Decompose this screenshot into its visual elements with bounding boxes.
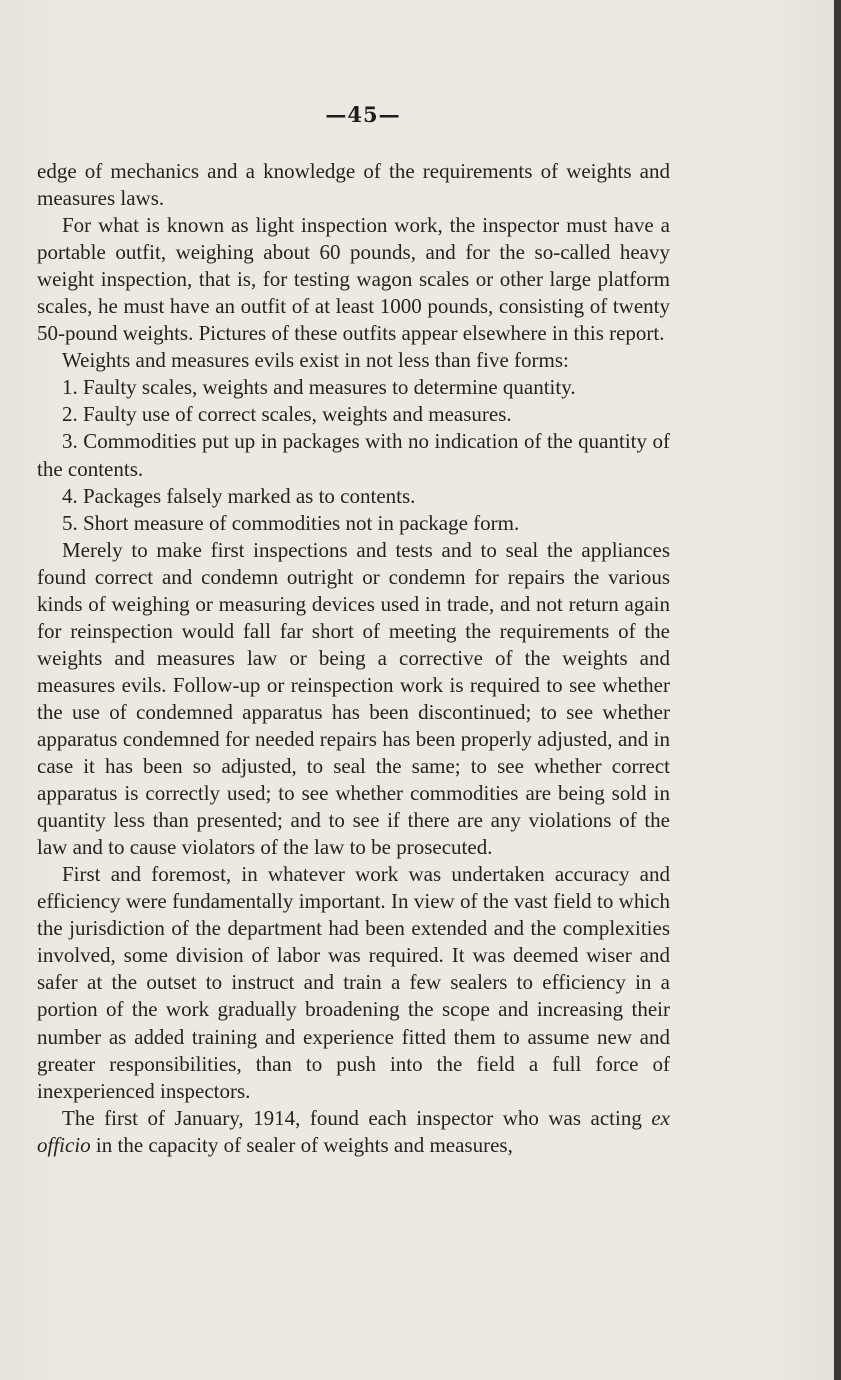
page-edge-shadow	[834, 0, 841, 1380]
paragraph-accuracy: First and foremost, in whatever work was undertaken accuracy and efficiency were fundamentally important. In view of the vast field to which the jurisdiction of the department had been extended and the complexities involved, some division of labor was required. It was deemed wiser and safer at the outset to instruct and train a few sealers to efficiency in a portion of the work gradually broadening the scope and increasing their number as added training and experience fitted them to assume new and greater responsibilities, than to push into the field a full force of inexperienced inspectors.	[37, 862, 670, 1103]
body-text	[37, 158, 670, 1159]
paragraph-january-start: The first of January, 1914, found each inspector who was acting	[62, 1105, 652, 1130]
paragraph-outfits: For what is known as light inspection work, the inspector must have a portable outfit, weighing about 60 pounds, and for the so-called heavy weight inspection, that is, for testing wagon scales or other large platform scales, he must have an outfit of at least 1000 pounds, consisting of twenty 50-pound weights. Pictures of these outfits appear elsewhere in this report.	[37, 213, 670, 346]
italic-ex-officio: ex officio	[37, 1105, 670, 1157]
list-item-5: 5. Short measure of commodities not in package form.	[62, 510, 520, 535]
paragraph-continuation: edge of mechanics and a knowledge of the requirements of weights and measures laws.	[37, 159, 670, 211]
paragraph-january-end: in the capacity of sealer of weights and measures,	[90, 1132, 513, 1157]
list-item-3: 3. Commodities put up in packages with no indication of the quantity of the contents.	[37, 429, 670, 481]
list-item-4: 4. Packages falsely marked as to contents.	[62, 483, 416, 508]
list-item-2: 2. Faulty use of correct scales, weights and measures.	[62, 402, 512, 427]
paragraph-evils-intro: Weights and measures evils exist in not less than five forms:	[62, 348, 569, 373]
paragraph-january	[37, 1105, 670, 1159]
paragraph-reinspection: Merely to make first inspections and tests and to seal the appliances found correct and condemn outright or condemn for repairs the various kinds of weighing or measuring devices used in trade, and not return again for reinspection would fall far short of meeting the requirements of the weights and measures law or being a corrective of the weights and measures evils. Follow-up or reinspection work is required to see whether the use of condemned apparatus has been discontinued; to see whether apparatus condemned for needed repairs has been properly adjusted, and in case it has been so adjusted, to seal the same; to see whether correct apparatus is correctly used; to see whether commodities are being sold in quantity less than presented; and to see if there are any violations of the law and to cause violators of the law to be prosecuted.	[37, 537, 670, 860]
list-item-1: 1. Faulty scales, weights and measures to determine quantity.	[62, 375, 576, 400]
page-number: —45—	[325, 102, 401, 127]
